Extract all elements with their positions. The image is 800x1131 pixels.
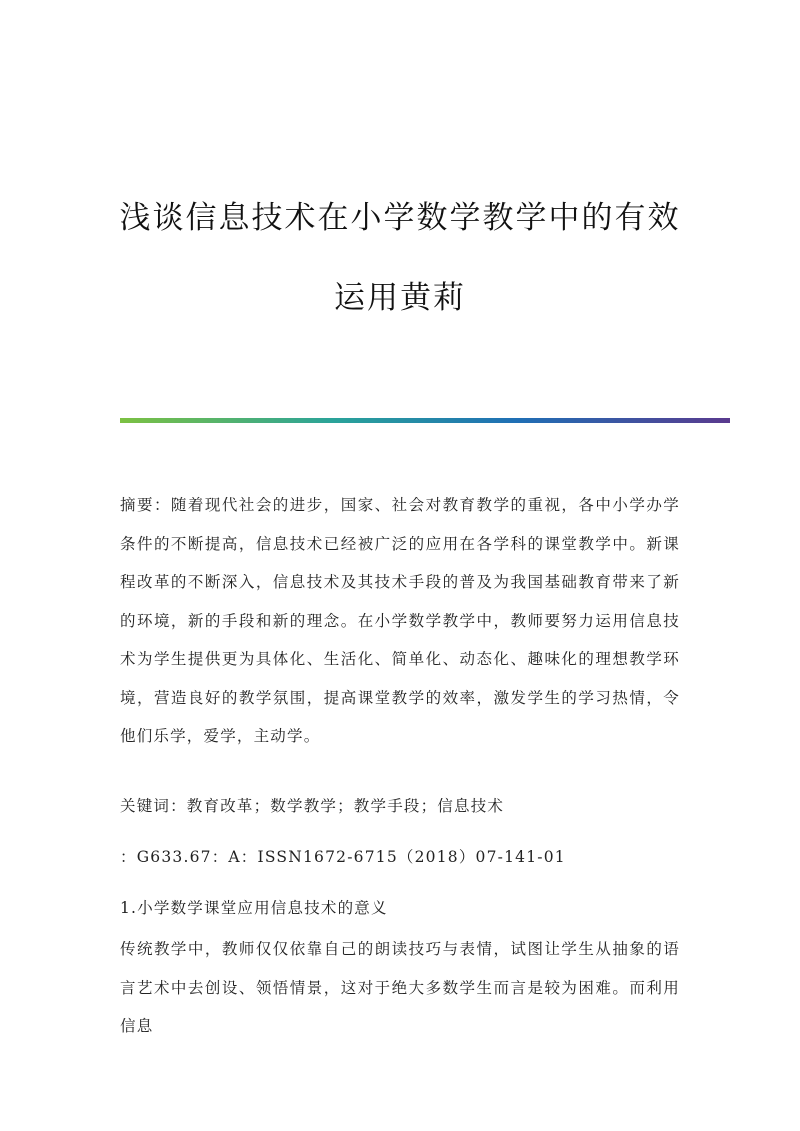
keywords-section (120, 787, 680, 826)
classification-line: ：G633.67：A：ISSN1672-6715（2018）07-141-01 (120, 848, 566, 866)
document-title-line-2: 运用黄莉 (334, 280, 466, 316)
abstract-section (120, 486, 680, 756)
section-heading: 1.小学数学课堂应用信息技术的意义 (120, 899, 388, 917)
classification-section (120, 838, 680, 877)
keywords-line: 关键词：教育改革；数学教学；教学手段；信息技术 (120, 797, 505, 815)
section-heading-block (120, 889, 680, 928)
document-title-line-1: 浅谈信息技术在小学数学教学中的有效 (119, 200, 681, 236)
title-divider (120, 418, 730, 423)
section-body-paragraph: 传统教学中，教师仅仅依靠自己的朗读技巧与表情，试图让学生从抽象的语言艺术中去创设、领悟情景，这对于绝大多数学生而言是较为困难。而利用信息 (120, 940, 680, 1035)
abstract-paragraph: 摘要：随着现代社会的进步，国家、社会对教育教学的重视，各中小学办学条件的不断提高，信息技术已经被广泛的应用在各学科的课堂教学中。新课程改革的不断深入，信息技术及其技术手段的普及为我国基础教育带来了新的环境，新的手段和新的理念。在小学数学教学中，教师要努力运用信息技术为学生提供更为具体化、生活化、简单化、动态化、趣味化的理想教学环境，营造良好的教学氛围，提高课堂教学的效率，激发学生的学习热情，令他们乐学，爱学，主动学。 (120, 496, 680, 745)
section-body-block (120, 930, 680, 1046)
